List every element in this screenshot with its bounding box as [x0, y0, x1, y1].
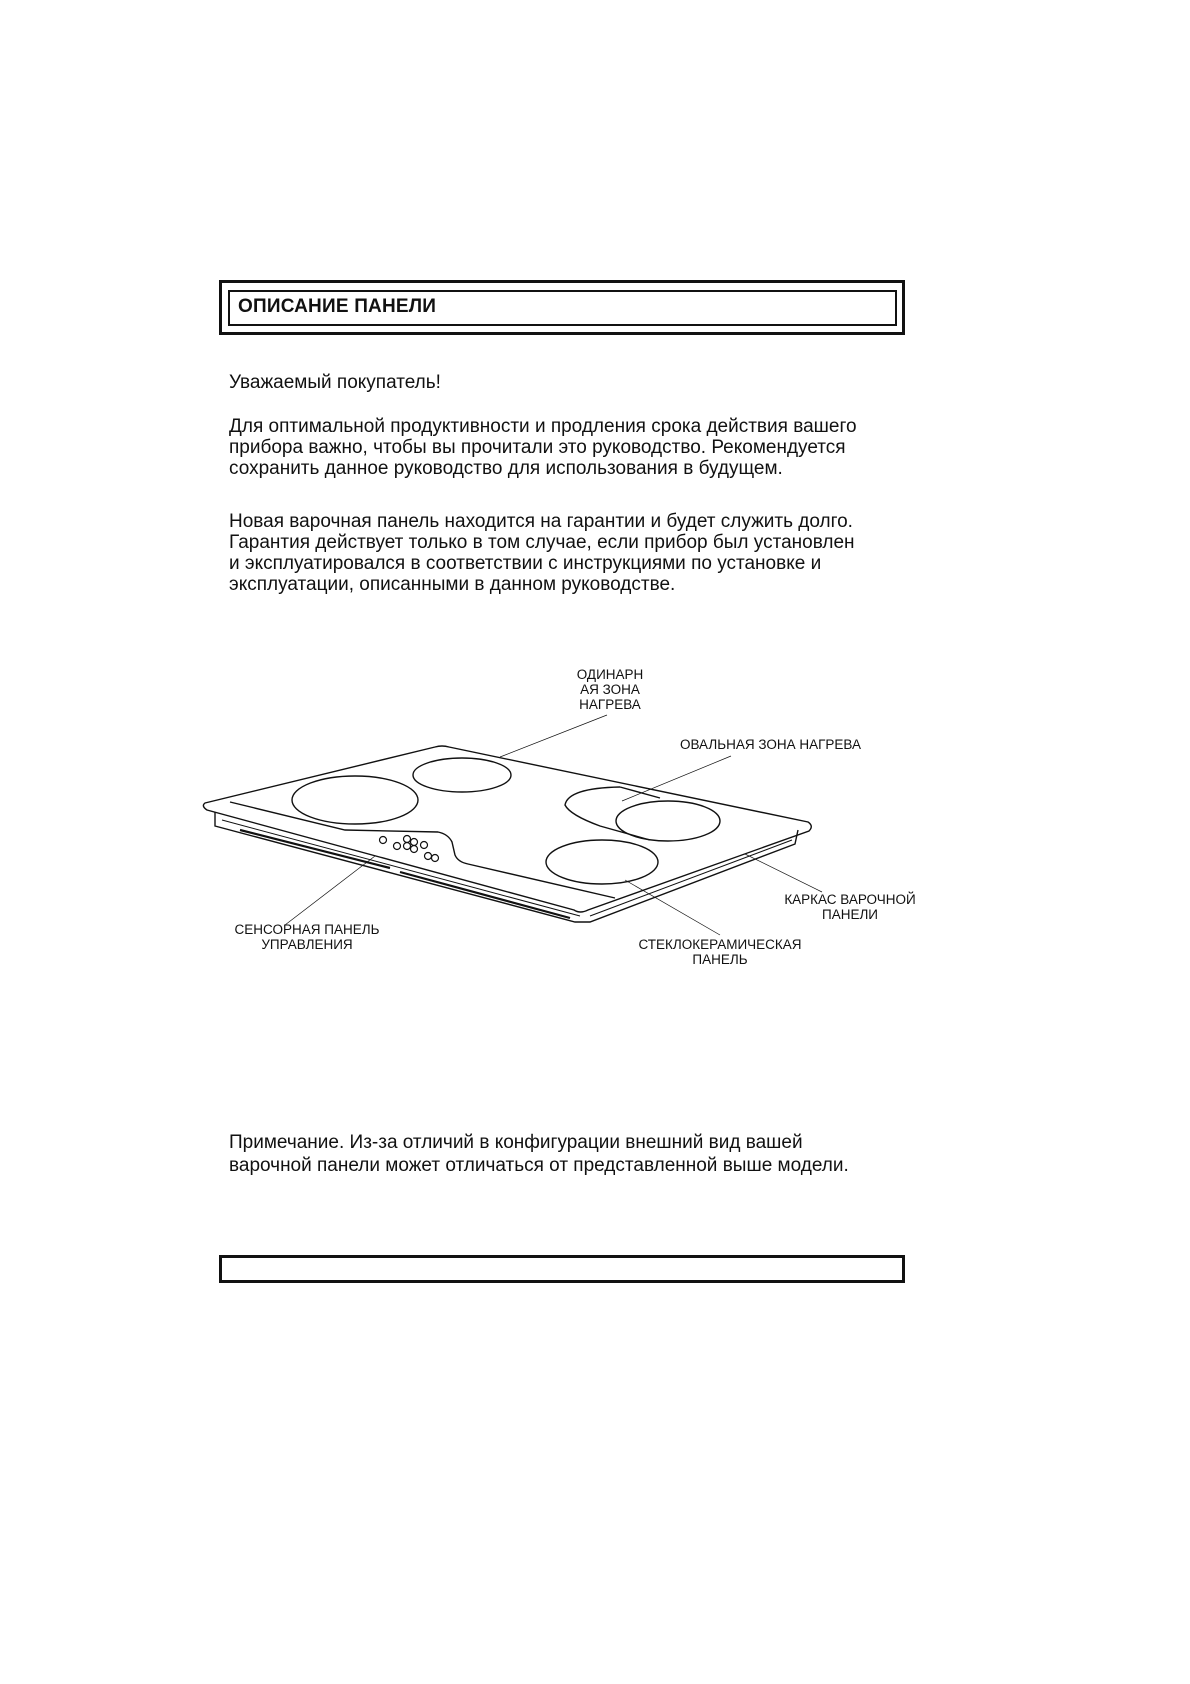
glass-top-outline	[203, 746, 811, 912]
label-frame-2: ПАНЕЛИ	[821, 907, 879, 922]
label-sensor-2: УПРАВЛЕНИЯ	[261, 937, 353, 952]
label-oval-zone: ОВАЛЬНАЯ ЗОНА НАГРЕВА	[680, 737, 861, 752]
section-title: ОПИСАНИЕ ПАНЕЛИ	[238, 296, 437, 317]
heating-zone-front	[546, 840, 658, 884]
heating-zone-oval	[565, 787, 660, 840]
touch-buttons	[380, 836, 439, 862]
heating-zone-oval-inner	[616, 801, 720, 841]
label-frame-1: КАРКАС ВАРОЧНОЙ	[784, 892, 916, 907]
heating-zone-single	[413, 758, 511, 792]
hob-frame-outline	[215, 812, 798, 922]
footer-box	[219, 1255, 905, 1283]
paragraph-intro: Для оптимальной продуктивности и продления срока действия вашего прибора важно, чтобы вы прочитали это руководство. Рекомендуется сохранить данное руководство для использования в будущем.	[229, 416, 857, 479]
label-single-zone-1: ОДИНАРН	[576, 667, 644, 682]
heating-zone-large	[292, 776, 418, 824]
greeting: Уважаемый покупатель!	[229, 372, 441, 393]
label-glass-1: СТЕКЛОКЕРАМИЧЕСКАЯ	[638, 937, 802, 952]
label-sensor-1: СЕНСОРНАЯ ПАНЕЛЬ	[234, 922, 380, 937]
label-single-zone-2: АЯ ЗОНА	[580, 682, 640, 697]
label-single-zone-3: НАГРЕВА	[579, 697, 641, 712]
note: Примечание. Из-за отличий в конфигурации внешний вид вашей варочной панели может отличаться от представленной выше модели.	[229, 1132, 849, 1176]
label-glass-2: ПАНЕЛЬ	[692, 952, 748, 967]
control-area-outline	[230, 802, 615, 898]
paragraph-warranty: Новая варочная панель находится на гарантии и будет служить долго. Гарантия действует только в том случае, если прибор был установлен и эксплуатировался в соответствии с инструкциями по установке и эксплуатации, описанными в данном руководстве.	[229, 511, 855, 595]
